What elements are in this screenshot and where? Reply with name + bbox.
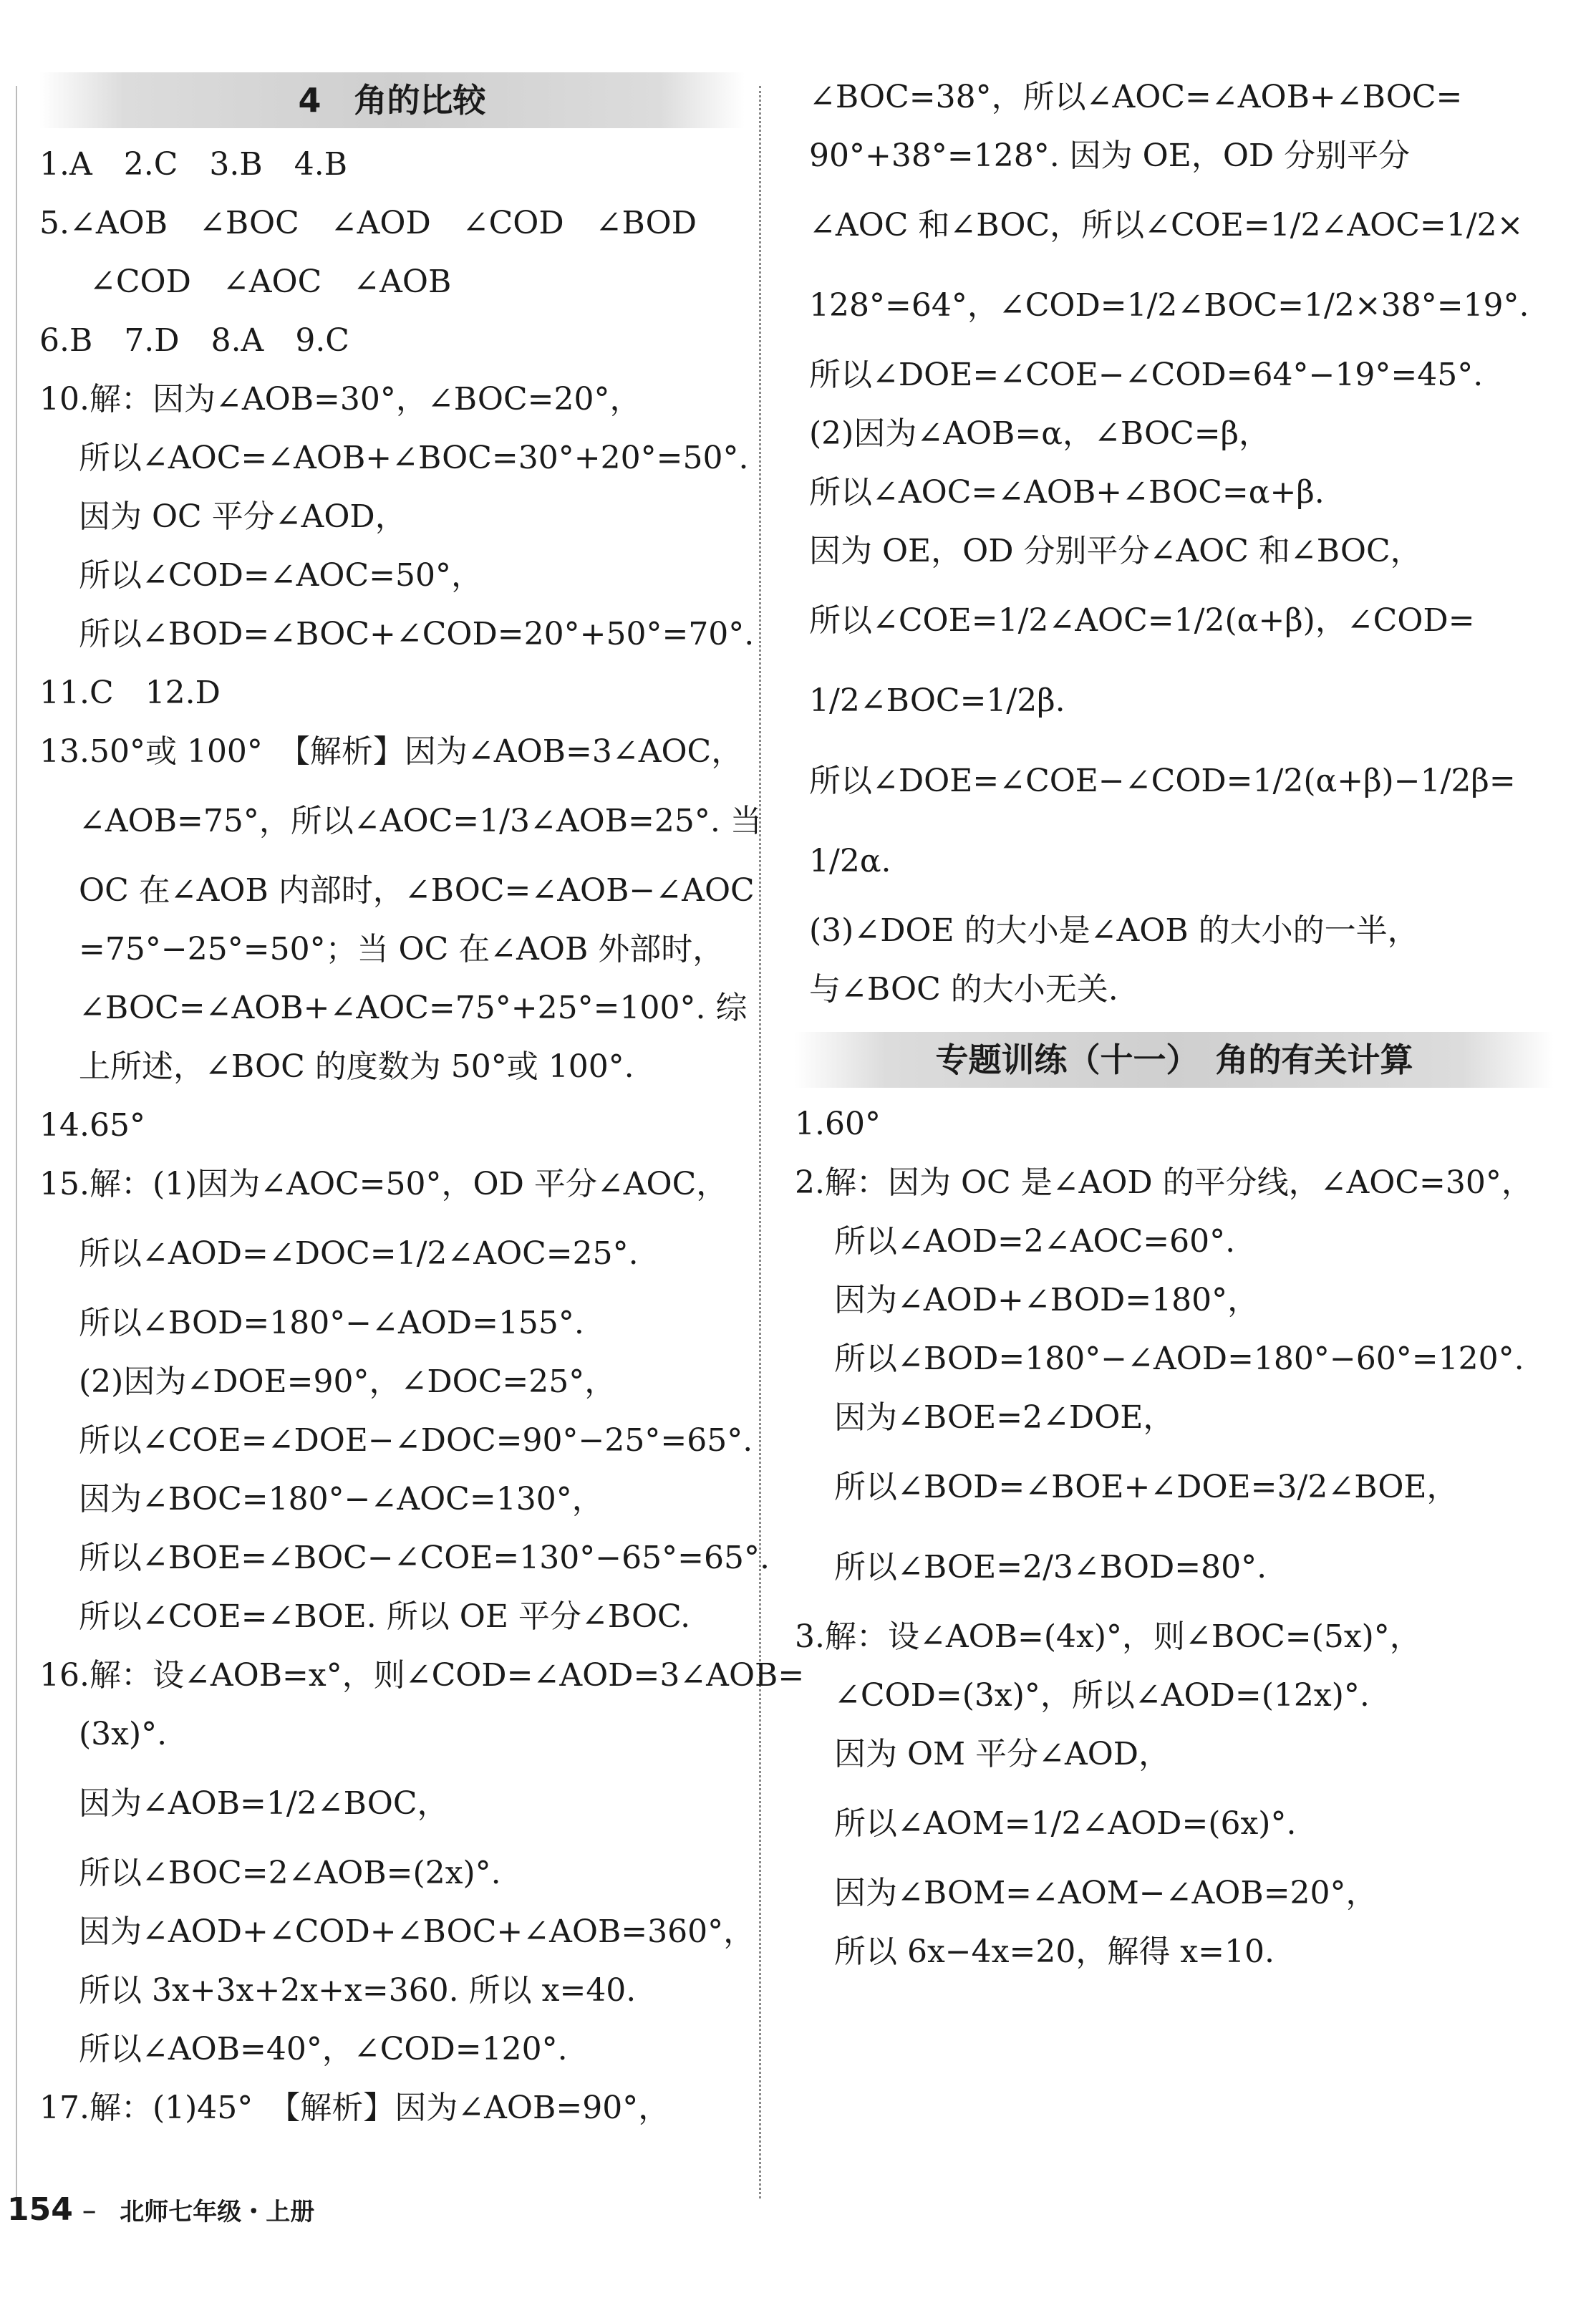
answer-line: 16.解：设∠AOB=x°，则∠COD=∠AOD=3∠AOB= — [39, 1657, 805, 1694]
answer-line: (3x)°. — [79, 1716, 168, 1752]
answer-line: 因为∠AOD+∠BOD=180°， — [834, 1282, 1259, 1318]
answer-line: (2)因为∠DOE=90°，∠DOC=25°， — [79, 1363, 616, 1400]
answer-line: ∠COD=(3x)°，所以∠AOD=(12x)°. — [834, 1677, 1370, 1714]
page-footer — [7, 2191, 314, 2228]
answer-line: 所以∠AOB=40°，∠COD=120°. — [79, 2031, 568, 2067]
answer-line: 所以∠COE=1/2∠AOC=1/2(α+β)，∠COD= — [809, 602, 1475, 639]
answer-line: 所以∠DOE=∠COE−∠COD=1/2(α+β)−1/2β= — [809, 763, 1516, 799]
book-title: 北师七年级・上册 — [120, 2198, 315, 2226]
section-header-angle-comparison: 4 角的比较 — [39, 72, 745, 128]
answer-line: ∠AOC 和∠BOC，所以∠COE=1/2∠AOC=1/2× — [809, 207, 1524, 243]
answer-line: (3)∠DOE 的大小是∠AOB 的大小的一半， — [809, 912, 1419, 949]
answer-line: ∠BOC=∠AOB+∠AOC=75°+25°=100°. 综 — [79, 990, 748, 1026]
answer-line: 所以∠AOD=∠DOC=1/2∠AOC=25°. — [79, 1235, 639, 1272]
answer-line: 1.60° — [795, 1106, 881, 1142]
answer-line: 所以∠AOD=2∠AOC=60°. — [834, 1223, 1236, 1260]
answer-line: 所以∠BOD=180°−∠AOD=180°−60°=120°. — [834, 1341, 1524, 1377]
answer-line: 所以∠COD=∠AOC=50°， — [79, 557, 483, 594]
answer-line: 128°=64°，∠COD=1/2∠BOC=1/2×38°=19°. — [809, 287, 1529, 324]
page-edge-line — [16, 86, 17, 2198]
answer-line: 10.解：因为∠AOB=30°，∠BOC=20°， — [39, 381, 642, 417]
answer-line: 因为 OC 平分∠AOD， — [79, 498, 407, 535]
answer-line: ∠COD ∠AOC ∠AOB — [90, 264, 452, 300]
answer-line: 3.解：设∠AOB=(4x)°，则∠BOC=(5x)°， — [795, 1618, 1421, 1655]
answer-line: 因为 OM 平分∠AOD， — [834, 1736, 1171, 1772]
answer-line: 所以∠BOE=2/3∠BOD=80°. — [834, 1549, 1267, 1585]
answer-line: 因为∠AOB=1/2∠BOC， — [79, 1785, 449, 1822]
answer-line: 因为∠BOC=180°−∠AOC=130°， — [79, 1481, 604, 1517]
answer-line: 因为∠BOM=∠AOM−∠AOB=20°， — [834, 1875, 1378, 1911]
answer-line: (2)因为∠AOB=α，∠BOC=β， — [809, 415, 1271, 452]
answer-line: 6.B 7.D 8.A 9.C — [39, 322, 349, 359]
answer-line: 因为 OE，OD 分别平分∠AOC 和∠BOC， — [809, 533, 1422, 569]
answer-line: 1/2∠BOC=1/2β. — [809, 682, 1065, 719]
answer-line: 1.A 2.C 3.B 4.B — [39, 146, 348, 183]
answer-line: 13.50°或 100° 【解析】因为∠AOB=3∠AOC， — [39, 733, 743, 770]
answer-line: 所以∠COE=∠DOE−∠DOC=90°−25°=65°. — [79, 1422, 753, 1459]
left-column — [39, 68, 805, 2138]
answer-line: 所以∠AOC=∠AOB+∠BOC=α+β. — [809, 474, 1325, 511]
answer-line: 所以∠AOM=1/2∠AOD=(6x)°. — [834, 1805, 1297, 1842]
answer-line: 上所述，∠BOC 的度数为 50°或 100°. — [79, 1048, 634, 1085]
section-header-special-training: 专题训练（十一） 角的有关计算 — [795, 1032, 1554, 1088]
answer-line: 所以∠BOD=∠BOE+∠DOE=3/2∠BOE， — [834, 1469, 1459, 1505]
answer-line: 90°+38°=128°. 因为 OE，OD 分别平分 — [809, 137, 1411, 174]
answer-line: 所以∠COE=∠BOE. 所以 OE 平分∠BOC. — [79, 1598, 691, 1635]
right-column — [795, 68, 1554, 1981]
answer-line: 所以 3x+3x+2x+x=360. 所以 x=40. — [79, 1972, 637, 2009]
answer-line: ∠AOB=75°，所以∠AOC=1/3∠AOB=25°. 当 — [79, 803, 762, 839]
answer-line: 所以∠DOE=∠COE−∠COD=64°−19°=45°. — [809, 357, 1484, 393]
answer-line: 因为∠AOD+∠COD+∠BOC+∠AOB=360°， — [79, 1913, 755, 1950]
answer-line: 所以∠AOC=∠AOB+∠BOC=30°+20°=50°. — [79, 440, 749, 476]
answer-line: 所以∠BOC=2∠AOB=(2x)°. — [79, 1855, 501, 1891]
answer-line: 因为∠BOE=2∠DOE， — [834, 1399, 1175, 1436]
answer-line: 所以∠BOE=∠BOC−∠COE=130°−65°=65°. — [79, 1540, 770, 1576]
footer-dash: – — [82, 2194, 97, 2227]
answer-line: ∠BOC=38°，所以∠AOC=∠AOB+∠BOC= — [809, 79, 1463, 115]
answer-line: 所以∠BOD=180°−∠AOD=155°. — [79, 1305, 584, 1341]
answer-line: 所以∠BOD=∠BOC+∠COD=20°+50°=70°. — [79, 616, 755, 652]
answer-line: 2.解：因为 OC 是∠AOD 的平分线，∠AOC=30°， — [795, 1164, 1533, 1201]
answer-line: 17.解：(1)45° 【解析】因为∠AOB=90°， — [39, 2090, 670, 2126]
page-number: 154 — [7, 2191, 73, 2228]
answer-line: 与∠BOC 的大小无关. — [809, 971, 1118, 1008]
answer-line: 5.∠AOB ∠BOC ∠AOD ∠COD ∠BOD — [39, 205, 697, 241]
answer-line: 1/2α. — [809, 843, 891, 879]
answer-line: 14.65° — [39, 1107, 145, 1144]
column-divider — [759, 86, 761, 2198]
answer-line: OC 在∠AOB 内部时，∠BOC=∠AOB−∠AOC — [79, 872, 755, 909]
answer-line: 所以 6x−4x=20，解得 x=10. — [834, 1933, 1275, 1970]
answer-line: 15.解：(1)因为∠AOC=50°，OD 平分∠AOC， — [39, 1166, 728, 1202]
answer-line: =75°−25°=50°；当 OC 在∠AOB 外部时， — [79, 931, 725, 967]
answer-line: 11.C 12.D — [39, 675, 221, 711]
